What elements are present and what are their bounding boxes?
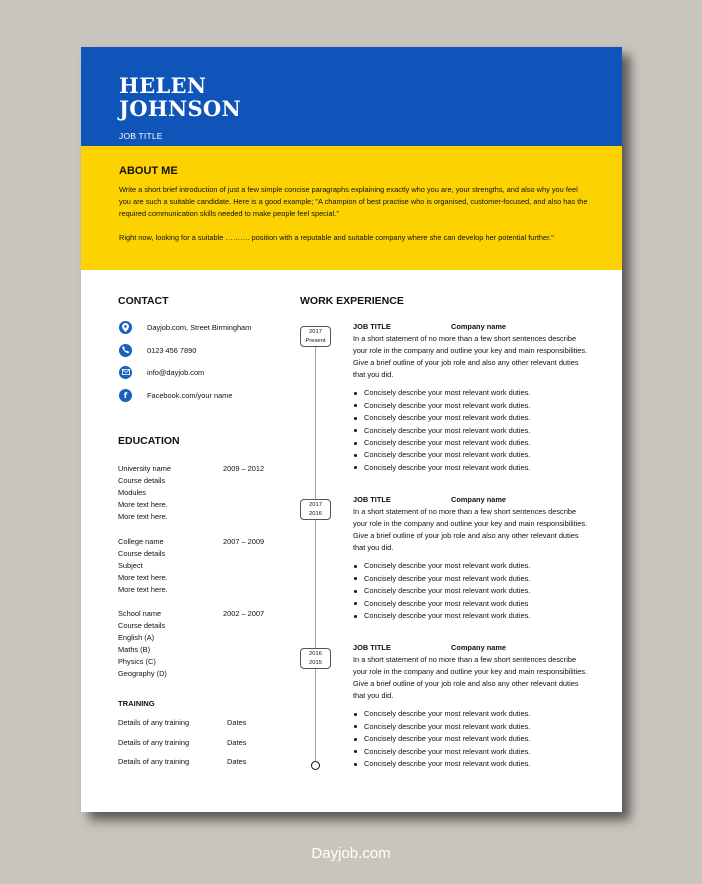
about-heading: ABOUT ME (119, 165, 178, 177)
duty-item: Concisely describe your most relevant work duties. (353, 573, 588, 585)
training-dates: Dates (227, 757, 247, 766)
duty-item: Concisely describe your most relevant work duties. (353, 585, 588, 597)
education-dates: 2009 – 2012 (223, 464, 265, 473)
education-entry-2 (118, 536, 278, 596)
timeline-date-3 (300, 648, 331, 669)
education-entry-1 (118, 463, 278, 523)
about-section (81, 146, 622, 270)
work-experience-heading: WORK EXPERIENCE (300, 295, 404, 307)
job-description: In a short statement of no more than a few short sentences describe your role in the company and outline your key and main responsibilities. Give a brief outline of your job role and also any other relevant duties that you did. (353, 655, 588, 701)
email-icon (119, 366, 132, 379)
job-entry-3 (353, 643, 588, 770)
first-name: HELEN (119, 73, 207, 98)
timeline-date-end: 2015 (309, 660, 322, 666)
job-duties-list (353, 387, 588, 474)
education-line: Physics (C) (118, 657, 156, 667)
timeline-date-end: Present (305, 338, 326, 344)
timeline-line (315, 337, 316, 762)
location-pin-icon (119, 321, 132, 334)
timeline-date-1 (300, 326, 331, 347)
training-dates: Dates (227, 738, 247, 747)
education-line: More text here. (118, 573, 168, 583)
job-entry-2 (353, 495, 588, 622)
training-label: Details of any training (118, 738, 190, 747)
education-line: Course details (118, 549, 166, 559)
about-paragraph-1: Write a short brief introduction of just a few simple concise paragraphs explaining exactly who you are, your strengths, and also why you feel you are such a suitable candidate. Here is a good example; "A champion of best practise who is organised, customer-focused, and also has the required communication skills needed to make people feel special." (119, 185, 588, 218)
contact-email (119, 364, 204, 380)
contact-heading: CONTACT (118, 295, 169, 307)
facebook-icon: f (119, 389, 132, 402)
email-text: info@dayjob.com (147, 367, 205, 377)
education-line: Modules (118, 488, 146, 498)
education-dates: 2002 – 2007 (223, 609, 265, 618)
contact-facebook (119, 387, 232, 403)
last-name: JOHNSON (119, 96, 242, 121)
training-label: Details of any training (118, 718, 190, 727)
phone-text: 0123 456 7890 (147, 345, 197, 355)
duty-item: Concisely describe your most relevant work duties. (353, 560, 588, 572)
training-row (118, 718, 247, 727)
job-duties-list (353, 560, 588, 622)
timeline-date-end: 2016 (309, 511, 322, 517)
education-line: University name (118, 464, 171, 473)
header-banner (81, 47, 622, 146)
education-heading: EDUCATION (118, 435, 180, 447)
company-name: Company name (451, 322, 507, 331)
training-label: Details of any training (118, 757, 190, 766)
header-job-title: JOB TITLE (119, 131, 163, 141)
duty-item: Concisely describe your most relevant work duties. (353, 610, 588, 622)
job-description: In a short statement of no more than a few short sentences describe your role in the company and outline your key and main responsibilities. Give a brief outline of your job role and also any other relevant duties that you did. (353, 334, 588, 380)
education-line: College name (118, 537, 164, 546)
job-entry-1 (353, 322, 588, 474)
education-line: English (A) (118, 633, 155, 643)
education-dates: 2007 – 2009 (223, 537, 265, 546)
about-paragraph-2: Right now, looking for a suitable ………. position with a reputable and suitable company where she can develop her potential further." (119, 233, 554, 242)
contact-address (119, 319, 251, 335)
timeline-date-2 (300, 499, 331, 520)
job-header (353, 495, 588, 506)
address-text: Dayjob.com, Street Birmingham (147, 322, 252, 332)
contact-phone (119, 342, 196, 358)
education-line: Subject (118, 561, 143, 571)
timeline-date-start: 2017 (309, 502, 322, 508)
education-entry-3 (118, 608, 278, 681)
job-header (353, 322, 588, 333)
education-line: Geography (D) (118, 669, 167, 679)
job-description: In a short statement of no more than a few short sentences describe your role in the company and outline your key and main responsibilities. Give a brief outline of your job role and also any other relevant duties that you did. (353, 507, 588, 553)
education-line: More text here. (118, 512, 168, 522)
company-name: Company name (451, 643, 507, 652)
duty-item: Concisely describe your most relevant work duties. (353, 462, 588, 474)
education-line: More text here. (118, 500, 168, 510)
training-row (118, 738, 247, 747)
education-line: Course details (118, 621, 166, 631)
education-line: School name (118, 609, 162, 618)
duty-item: Concisely describe your most relevant work duties. (353, 449, 588, 461)
phone-icon (119, 344, 132, 357)
duty-item: Concisely describe your most relevant work duties. (353, 746, 588, 758)
duty-item: Concisely describe your most relevant work duties. (353, 400, 588, 412)
job-title: JOB TITLE (353, 495, 391, 504)
duty-item: Concisely describe your most relevant work duties. (353, 721, 588, 733)
duty-item: Concisely describe your most relevant work duties. (353, 733, 588, 745)
education-line: Maths (B) (118, 645, 151, 655)
training-row (118, 757, 247, 766)
job-header (353, 643, 588, 654)
facebook-text: Facebook.com/your name (147, 390, 233, 400)
duty-item: Concisely describe your most relevant work duties (353, 598, 588, 610)
duty-item: Concisely describe your most relevant work duties. (353, 412, 588, 424)
resume-page (81, 47, 622, 812)
timeline-date-start: 2016 (309, 651, 322, 657)
footer-brand: Dayjob.com (311, 845, 391, 862)
timeline-end-marker (311, 761, 320, 770)
education-line: More text here. (118, 585, 168, 595)
duty-item: Concisely describe your most relevant work duties. (353, 708, 588, 720)
duty-item: Concisely describe your most relevant work duties. (353, 425, 588, 437)
job-duties-list (353, 708, 588, 770)
training-dates: Dates (227, 718, 247, 727)
candidate-name (119, 74, 241, 120)
job-title: JOB TITLE (353, 643, 391, 652)
training-heading: TRAINING (118, 699, 155, 708)
timeline-date-start: 2017 (309, 329, 322, 335)
job-title: JOB TITLE (353, 322, 391, 331)
education-line: Course details (118, 476, 166, 486)
duty-item: Concisely describe your most relevant work duties. (353, 758, 588, 770)
duty-item: Concisely describe your most relevant work duties. (353, 437, 588, 449)
company-name: Company name (451, 495, 507, 504)
duty-item: Concisely describe your most relevant work duties. (353, 387, 588, 399)
